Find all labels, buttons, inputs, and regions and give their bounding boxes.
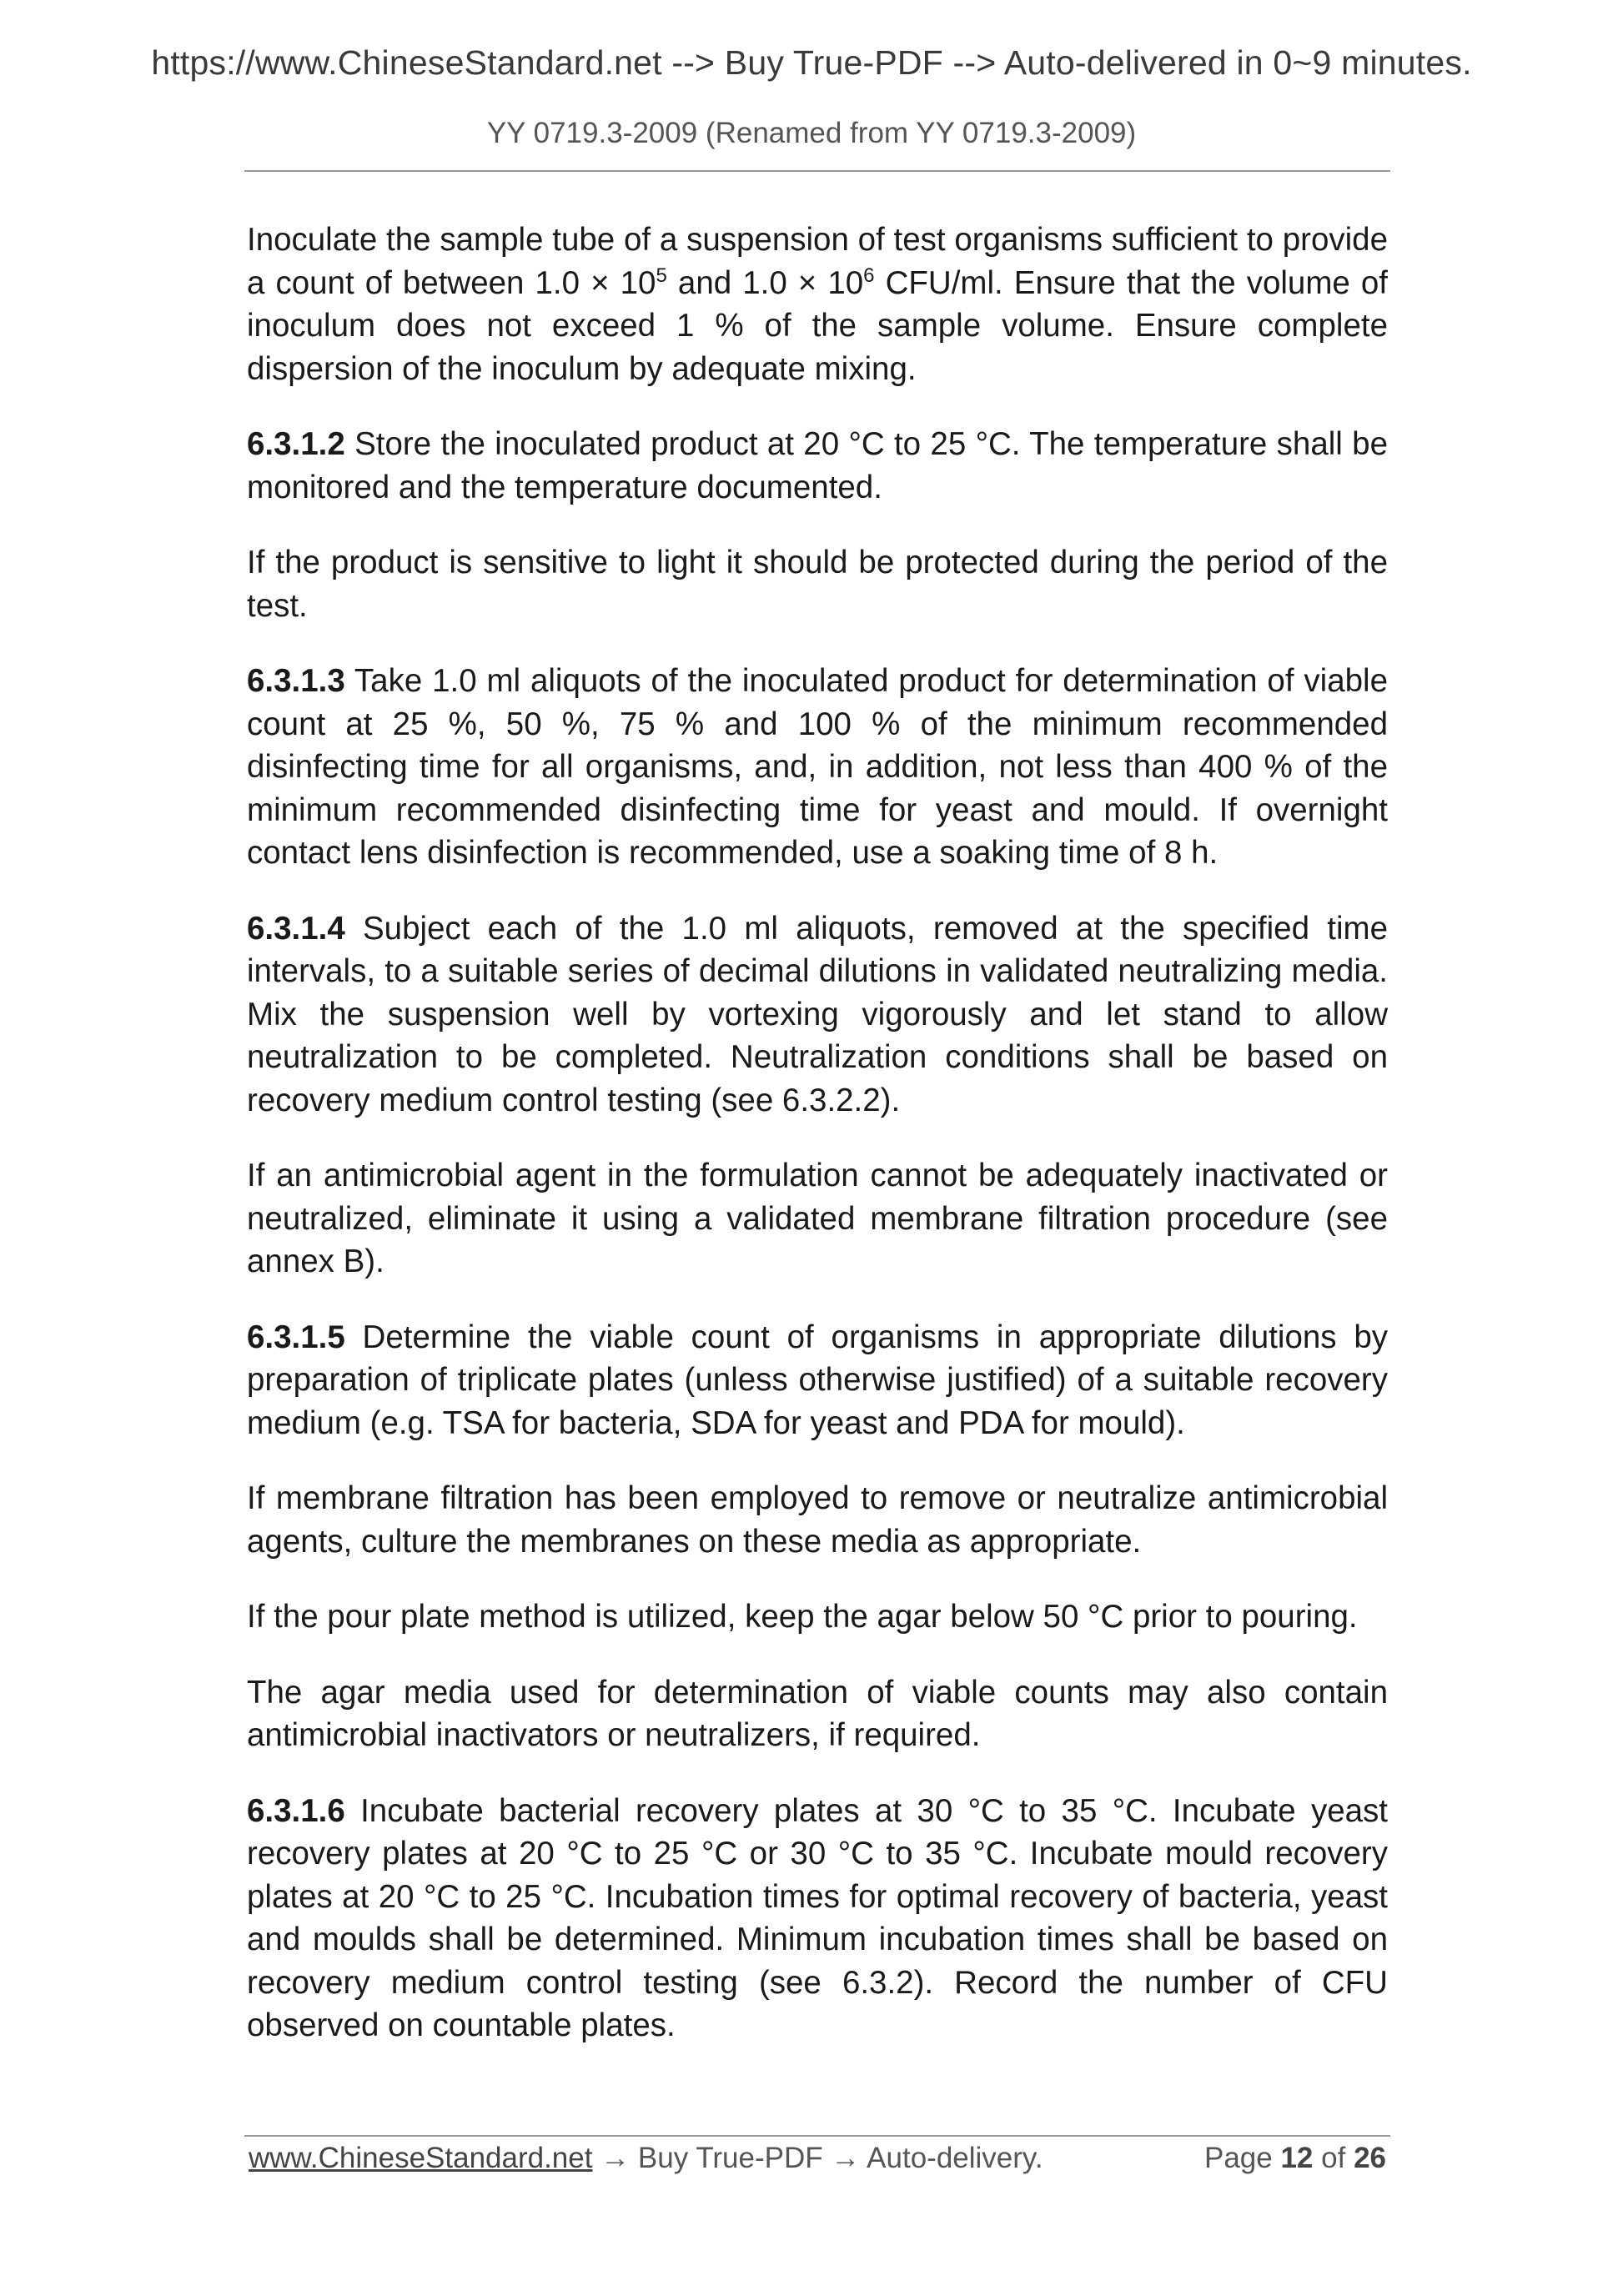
- header-divider: [244, 170, 1390, 172]
- footer-tail-text: → Buy True-PDF → Auto-delivery.: [592, 2142, 1043, 2174]
- page-number: 12: [1280, 2142, 1314, 2174]
- clause-6-3-1-5: [247, 1316, 1388, 1445]
- clause-number: 6.3.1.6: [247, 1792, 345, 1829]
- footer-left: [249, 2142, 1043, 2175]
- paragraph-light-sensitive: If the product is sensitive to light it should be protected during the period of the test.: [247, 545, 1388, 624]
- footer-site-link[interactable]: www.ChineseStandard.net: [249, 2142, 593, 2174]
- p1-exponent-6: 6: [863, 264, 875, 287]
- clause-text: Store the inoculated product at 20 °C to 25 °C. The temperature shall be monitored and the temperature documented.: [247, 426, 1388, 505]
- document-header: [0, 117, 1623, 150]
- paragraph-antimicrobial-agent: If an antimicrobial agent in the formulation cannot be adequately inactivated or neutralized, eliminate it using a validated membrane filtration procedure (see annex B).: [247, 1158, 1388, 1279]
- paragraph-agar-media: The agar media used for determination of viable counts may also contain antimicrobial inactivators or neutralizers, if required.: [247, 1674, 1388, 1753]
- document-body: [247, 219, 1388, 2080]
- p1-text-b: and 1.0 × 10: [666, 264, 864, 301]
- top-banner: [0, 43, 1623, 83]
- clause-text: Determine the viable count of organisms in appropriate dilutions by preparation of triplicate plates (unless otherwise justified) of a suitable recovery medium (e.g. TSA for bacteria, SDA for yeast and PDA for mould).: [247, 1319, 1388, 1441]
- clause-text: Incubate bacterial recovery plates at 30 °C to 35 °C. Incubate yeast recovery plates at 20 °C to 25 °C or 30 °C to 35 °C. Incubate mould recovery plates at 20 °C to 25 °C. Incubation times for optimal recovery of bacteria, yeast and moulds shall be determined. Minimum incubation times shall be based on recovery medium control testing (see 6.3.2). Record the number of CFU observed on countable plates.: [247, 1792, 1388, 2043]
- clause-number: 6.3.1.3: [247, 663, 345, 699]
- clause-6-3-1-6: [247, 1790, 1388, 2047]
- clause-text: Take 1.0 ml aliquots of the inoculated product for determination of viable count at 25 %, 50 %, 75 % and 100 % of the minimum recommended disinfecting time for all organisms, and, in addition, not less than 400 % of the minimum recommended disinfecting time for yeast and mould. If overnight contact lens disinfection is recommended, use a soaking time of 8 h.: [247, 663, 1388, 871]
- page-total: 26: [1354, 2142, 1386, 2174]
- clause-number: 6.3.1.5: [247, 1319, 345, 1355]
- banner-text[interactable]: https://www.ChineseStandard.net --> Buy True-PDF --> Auto-delivered in 0~9 minutes.: [151, 43, 1472, 82]
- of-label: of: [1321, 2142, 1346, 2174]
- p1-text-c: CFU/ml. Ensure that the volume of inoculum does not exceed 1 % of the sample volume. Ensure complete dispersion of the inoculum by adequate mixing.: [247, 264, 1388, 387]
- clause-6-3-1-4: [247, 907, 1388, 1123]
- footer-divider: [244, 2135, 1390, 2137]
- renamed-note: (Renamed from YY 0719.3-2009): [705, 117, 1137, 149]
- clause-number: 6.3.1.2: [247, 426, 345, 462]
- page-footer: [249, 2142, 1386, 2175]
- p1-text-a: Inoculate the sample tube of a suspension of test organisms sufficient to provide a count of between 1.0 × 10: [247, 222, 1388, 301]
- clause-number: 6.3.1.4: [247, 910, 345, 947]
- page-label: Page: [1203, 2142, 1273, 2174]
- page-indicator: [1204, 2142, 1386, 2175]
- doc-id: YY 0719.3-2009: [486, 117, 698, 149]
- clause-6-3-1-3: [247, 660, 1388, 875]
- p1-exponent-5: 5: [656, 264, 667, 287]
- paragraph-inoculate: [247, 219, 1388, 390]
- paragraph-pour-plate: If the pour plate method is utilized, keep the agar below 50 °C prior to pouring.: [247, 1599, 1358, 1635]
- clause-text: Subject each of the 1.0 ml aliquots, removed at the specified time intervals, to a suitable series of decimal dilutions in validated neutralizing media. Mix the suspension well by vortexing vigorously and let stand to allow neutralization to be completed. Neutralization conditions shall be based on recovery medium control testing (see 6.3.2.2).: [247, 910, 1388, 1118]
- clause-6-3-1-2: [247, 423, 1388, 509]
- paragraph-membrane-filtration: If membrane filtration has been employed to remove or neutralize antimicrobial agents, culture the membranes on these media as appropriate.: [247, 1480, 1388, 1560]
